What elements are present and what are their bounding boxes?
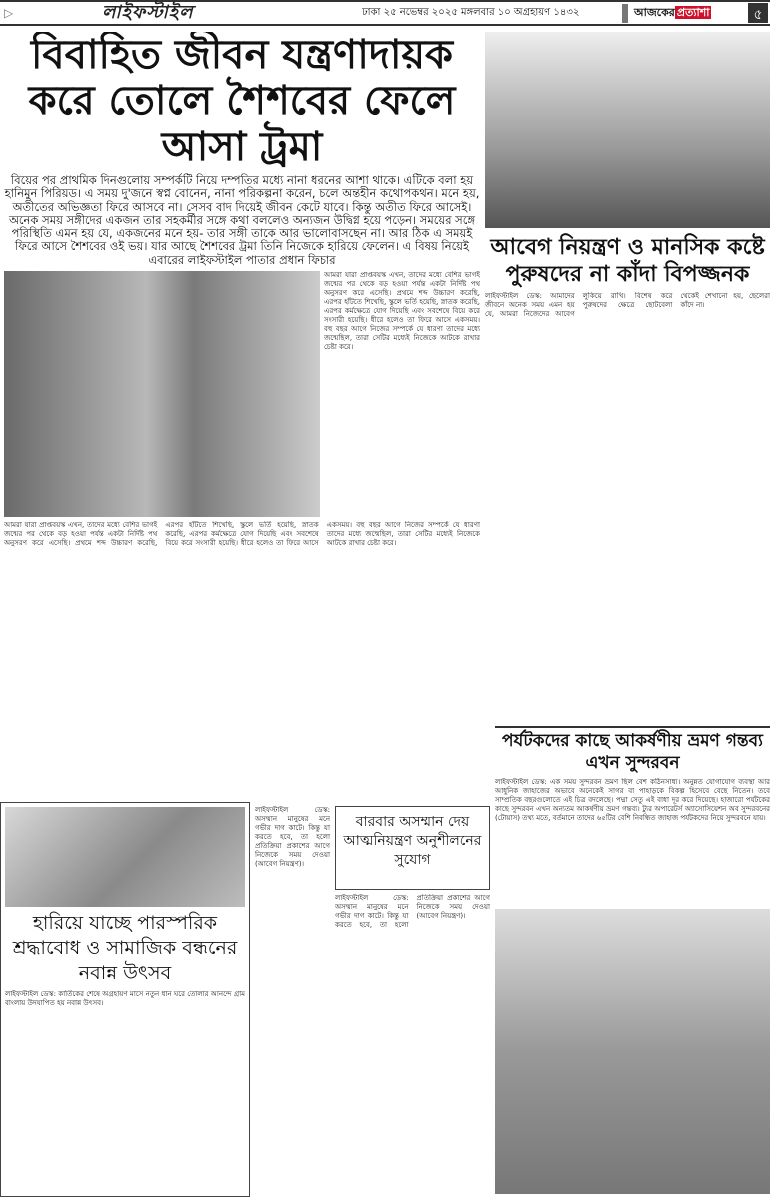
emotion-headline: আবেগ নিয়ন্ত্রণ ও মানসিক কষ্টে পুরুষদের না কাঁদা বিপজ্জনক [490,234,765,287]
main-lead: বিয়ের পর প্রাথমিক দিনগুলোয় সম্পর্কটি নিয়ে দম্পতির মধ্যে নানা ধরনের আশা থাকে। এটিকে বলা হয় হানিমুন পিরিয়ড। এ সময় দু'জনে স্বপ্ন বোনেন, নানা পরিকল্পনা করেন, চলে অন্তহীন কথোপকথন। মনে হয়, অতীতের অভিজ্ঞতা ফিরে আসবে না। সেসব বাদ দিয়েই জীবন কেটে যাবে। কিন্তু অতীত ফিরে আসেই। অনেক সময় সঙ্গীদের একজন তার সহকর্মীর সঙ্গে কথা বললেও অন্যজন উদ্বিগ্ন হয়ে পড়েন। সময়ের সঙ্গে পরিস্থিতি এমন হয় যে, একজনের মনে হয়- তার সঙ্গী তাকে আর ভালোবাসছেন না। আর ঠিক এ সময়ই ফিরে আসে শৈশবের ওই ভয়। যার আছে শৈশবের ট্রমা তিনি নিজেকে হারিয়ে ফেলেন। এ বিষয় নিয়েই এবারের লাইফস্টাইল পাতার প্রধান ফিচার [4,173,480,267]
newspaper-logo: আজকের প্রত্যাশা [622,4,711,23]
food-photo [5,807,245,907]
respect-headline: বারবার অসম্মান দেয় আত্মনিয়ন্ত্রণ অনুশীলনের সুযোগ [335,806,490,890]
main-article-column: আমরা যারা প্রাপ্তবয়স্ক এখন, তাদের মধ্যে বেশির ভাগই জন্মের পর থেকে বড় হওয়া পর্যন্ত একটা নির্দিষ্ট পথ অনুসরণ করে এসেছি। প্রথমে শব্দ উচ্চারণ করেছি, এরপর হাঁটতে শিখেছি, স্কুলে ভর্তি হয়েছি, স্নাতক করেছি, এরপর কর্মক্ষেত্রে যোগ দিয়েছি এবং সবশেষে বিয়ে করে সংসারী হয়েছি। ধীরে হলেও তা ফিরে আসে একসময়। বহু বছর আগে নিজের সম্পর্কে যে ধারণা তাদের মধ্যে জন্মেছিল, তারা সেটির মধ্যেই নিজেকে আটকে রাখার চেষ্টা করে। [324,271,480,352]
sundarban-article-body: লাইফস্টাইল ডেস্ক: এক সময় সুন্দরবন ভ্রমণ ছিল বেশ কঠিনসাধ্য। অনুন্নত যোগাযোগ ব্যবস্থা আর আধুনিক জাহাজের অভাবে অনেকেই সাগর বা পাহাড়কে বিকল্প হিসেবে বেছে নিতেন। তবে সাম্প্রতিক বছরগুলোতে এই চিত্র বদলেছে। পদ্মা সেতু এই বাধা দূর করে দিয়েছে। হাজারো পর্যটকের কাছে সুন্দরবন এখন অন্যতম আকর্ষণীয় ভ্রমণ গন্তব্য। ট্যুর অপারেটর্স অ্যাসোসিয়েশন অব সুন্দরবনের (টোয়াস) তথ্য মতে, বর্তমানে তাদের ৬৫টির বেশি নিবন্ধিত জাহাজ পর্যটকদের নিয়ে সুন্দরবনে যায়। [495,778,770,822]
nabanna-headline: হারিয়ে যাচ্ছে পারস্পরিক শ্রদ্ধাবোধ ও সামাজিক বন্ধনের নবান্ন উৎসব [12,912,238,984]
main-article-body: আমরা যারা প্রাপ্তবয়স্ক এখন, তাদের মধ্যে বেশির ভাগই জন্মের পর থেকে বড় হওয়া পর্যন্ত একটা নির্দিষ্ট পথ অনুসরণ করে এসেছি। প্রথমে শব্দ উচ্চারণ করেছি, এরপর হাঁটতে শিখেছি, স্কুলে ভর্তি হয়েছি, স্নাতক করেছি, এরপর কর্মক্ষেত্রে যোগ দিয়েছি এবং সবশেষে বিয়ে করে সংসারী হয়েছি। ধীরে হলেও তা ফিরে আসে একসময়। বহু বছর আগে নিজের সম্পর্কে যে ধারণা তাদের মধ্যে জন্মেছিল, তারা সেটির মধ্যেই নিজেকে আটকে রাখার চেষ্টা করে। [4,521,480,548]
emotion-article-body: লাইফস্টাইল ডেস্ক: আমাদের জীবনে অনেক সময় এমন হয় যে, আমরা নিজেদের আবেগ লুকিয়ে রাখি। বিশেষ করে পুরুষদের ক্ষেত্রে ছোটবেলা থেকেই শেখানো হয়, ছেলেরা কাঁদে না। [485,292,770,318]
sundarban-headline: পর্যটকদের কাছে আকর্ষণীয় ভ্রমণ গন্তব্য এখন সুন্দরবন [495,726,770,774]
respect-article-body: লাইফস্টাইল ডেস্ক: অসম্মান মানুষের মনে গভীর দাগ কাটে। কিন্তু যা করতে হবে, তা হলো প্রতিক্রিয়া প্রকাশের আগে নিজেকে সময় দেওয়া (আবেগ নিয়ন্ত্রণ)। [335,894,490,929]
nabanna-box [0,802,250,1197]
emotion-article [485,32,770,722]
main-headline: বিবাহিত জীবন যন্ত্রণাদায়ক করে তোলে শৈশবের ফেলে আসা ট্রমা [28,32,456,170]
sundarban-article [495,726,770,1194]
issue-date: ঢাকা ২৫ নভেম্বর ২০২৫ মঙ্গলবার ১০ অগ্রহায়ণ ১৪৩২ [362,6,580,18]
couple-photo [4,271,320,517]
deer-forest-photo [495,909,770,1194]
main-photo-row [4,271,480,517]
nabanna-article-body: লাইফস্টাইল ডেস্ক: কার্তিকের শেষে অগ্রহায়ণ মাসে নতুন ধান ঘরে তোলার আনন্দে গ্রাম বাংলায় উদযাপিত হয় নবান্ন উৎসব। [5,990,245,1007]
respect-article [335,806,490,1194]
page-header [0,0,770,26]
section-title: লাইফস্টাইল [102,1,194,23]
woman-silhouette-photo [485,32,770,228]
page-number: ৫ [748,3,768,23]
arrow-icon: ▷ [4,6,14,20]
respect-article-column: লাইফস্টাইল ডেস্ক: অসম্মান মানুষের মনে গভীর দাগ কাটে। কিন্তু যা করতে হবে, তা হলো প্রতিক্রিয়া প্রকাশের আগে নিজেকে সময় দেওয়া (আবেগ নিয়ন্ত্রণ)। [255,806,330,868]
main-article [4,32,480,798]
